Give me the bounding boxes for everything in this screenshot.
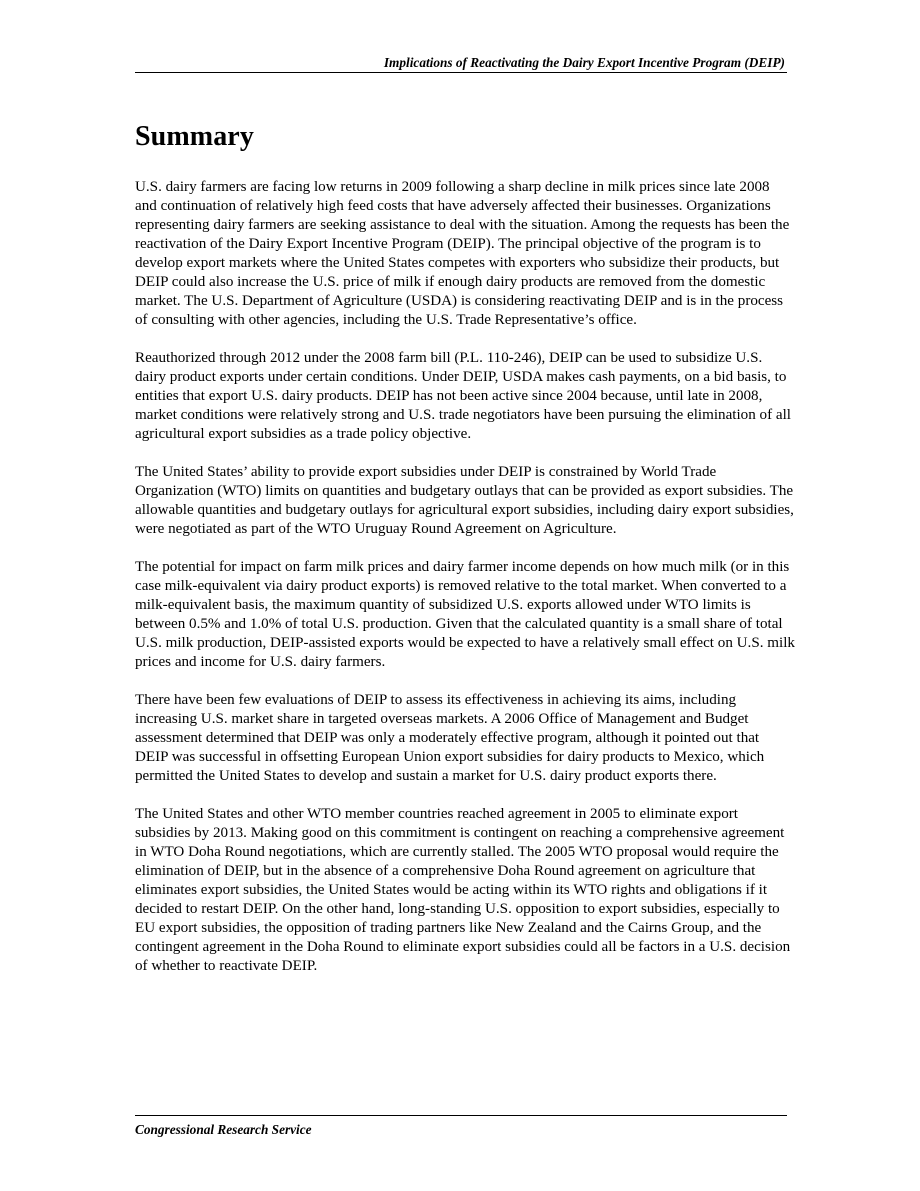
page-footer [135,1115,787,1138]
paragraph-1: U.S. dairy farmers are facing low returns in 2009 following a sharp decline in milk prices since late 2008 and continuation of relatively high feed costs that have adversely affected their businesses. Organizations representing dairy farmers are seeking assistance to deal with the situation. Among the requests has been the reactivation of the Dairy Export Incentive Program (DEIP). The principal objective of the program is to develop export markets where the United States competes with exporters who subsidize their products, but DEIP could also increase the U.S. price of milk if enough dairy products are removed from the domestic market. The U.S. Department of Agriculture (USDA) is considering reactivating DEIP and is in the process of consulting with other agencies, including the U.S. Trade Representative’s office. [135,179,790,328]
summary-body [135,178,795,995]
paragraph-2: Reauthorized through 2012 under the 2008 farm bill (P.L. 110-246), DEIP can be used to subsidize U.S. dairy product exports under certain conditions. Under DEIP, USDA makes cash payments, on a bid basis, to entities that export U.S. dairy products. DEIP has not been active since 2004 because, until late in 2008, market conditions were relatively strong and U.S. trade negotiators have been pursuing the elimination of all agricultural export subsidies as a trade policy objective. [135,350,791,442]
section-heading: Summary [135,121,254,152]
header-title: Implications of Reactivating the Dairy Export Incentive Program (DEIP) [383,55,785,70]
paragraph-5: There have been few evaluations of DEIP to assess its effectiveness in achieving its aims, including increasing U.S. market share in targeted overseas markets. A 2006 Office of Management and Budget assessment determined that DEIP was only a moderately effective program, although it pointed out that DEIP was successful in offsetting European Union export subsidies for dairy products to Mexico, which permitted the United States to develop and sustain a market for U.S. dairy product exports there. [135,692,765,784]
paragraph-3: The United States’ ability to provide export subsidies under DEIP is constrained by World Trade Organization (WTO) limits on quantities and budgetary outlays that can be provided as export subsidies. The allowable quantities and budgetary outlays for agricultural export subsidies, including dairy export subsidies, were negotiated as part of the WTO Uruguay Round Agreement on Agriculture. [135,464,794,537]
footer-text: Congressional Research Service [135,1122,312,1137]
running-header [135,53,787,73]
paragraph-4: The potential for impact on farm milk prices and dairy farmer income depends on how much milk (or in this case milk-equivalent via dairy product exports) is removed relative to the total market. When converted to a milk-equivalent basis, the maximum quantity of subsidized U.S. exports allowed under WTO limits is between 0.5% and 1.0% of total U.S. production. Given that the calculated quantity is a small share of total U.S. milk production, DEIP-assisted exports would be expected to have a relatively small effect on U.S. milk prices and income for U.S. dairy farmers. [135,559,795,670]
paragraph-6: The United States and other WTO member countries reached agreement in 2005 to eliminate export subsidies by 2013. Making good on this commitment is contingent on reaching a comprehensive agreement in WTO Doha Round negotiations, which are currently stalled. The 2005 WTO proposal would require the elimination of DEIP, but in the absence of a comprehensive Doha Round agreement on agriculture that eliminates export subsidies, the United States would be acting within its WTO rights and obligations if it decided to restart DEIP. On the other hand, long-standing U.S. opposition to export subsidies, especially to EU export subsidies, the opposition of trading partners like New Zealand and the Cairns Group, and the contingent agreement in the Doha Round to eliminate export subsidies could all be factors in a U.S. decision of whether to reactivate DEIP. [135,806,791,974]
